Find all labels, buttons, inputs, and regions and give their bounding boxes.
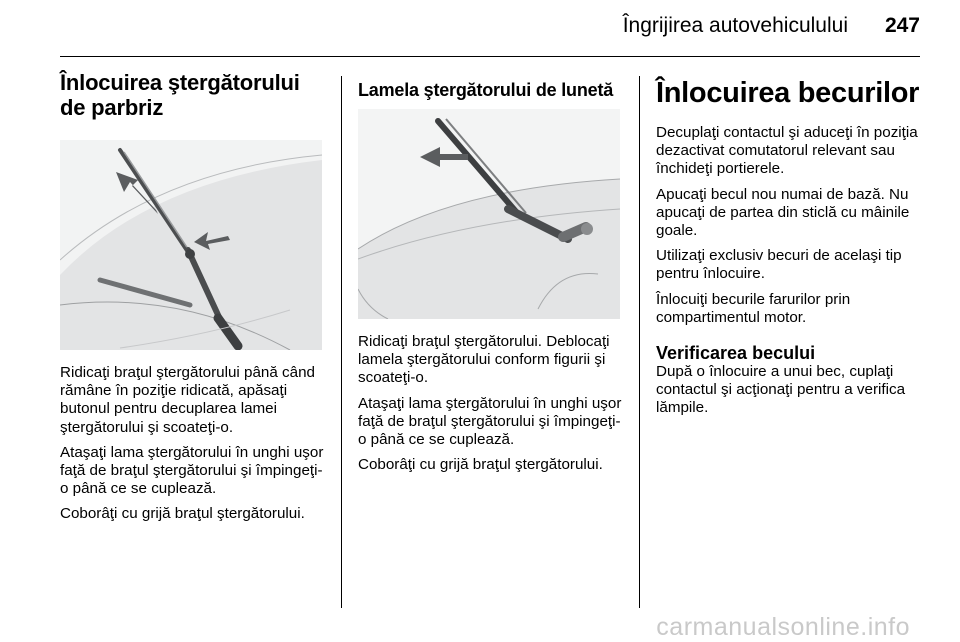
paragraph: Coborâţi cu grijă braţul ştergătorului. <box>60 505 305 523</box>
column-windscreen-wiper <box>60 70 328 531</box>
subsection-heading-bulb-check: Verificarea becului <box>656 343 816 364</box>
watermark: carmanualsonline.info <box>656 613 910 641</box>
header-rule <box>60 56 920 57</box>
section-heading-windscreen-wiper: Înlocuirea ştergătorului de parbriz <box>60 70 300 120</box>
windscreen-wiper-text <box>60 364 328 524</box>
rear-wiper-drawing <box>358 109 620 319</box>
paragraph: Ataşaţi lama ştergătorului în unghi uşor faţă de braţul ştergătorului şi împingeţi-o până ce se cuplează. <box>60 443 324 498</box>
paragraph: Utilizaţi exclusiv becuri de acelaşi tip pentru înlocuire. <box>656 247 902 283</box>
section-heading-bulb-replacement: Înlocuirea becurilor <box>656 77 920 109</box>
page-header <box>60 0 920 64</box>
column-rear-wiper <box>358 70 624 481</box>
paragraph: Decuplaţi contactul şi aduceţi în poziţia dezactivat comutatorul relevant sau închideţi portierele. <box>656 124 918 178</box>
column-divider-right <box>639 76 640 608</box>
rear-wiper-illustration <box>358 109 620 319</box>
windscreen-wiper-illustration <box>60 140 322 350</box>
bulb-check-text <box>656 363 922 418</box>
paragraph: Ataşaţi lama ştergătorului în unghi uşor faţă de braţul ştergătorului şi împingeţi-o până ce se cuplează. <box>358 394 622 449</box>
column-bulb-replacement <box>656 70 922 418</box>
paragraph: După o înlocuire a unui bec, cuplaţi contactul şi acţionaţi pentru a verifica lămpile. <box>656 363 906 417</box>
chapter-title: Îngrijirea autovehiculului <box>622 14 848 37</box>
windscreen-wiper-drawing <box>60 140 322 350</box>
paragraph: Apucaţi becul nou numai de bază. Nu apucaţi de partea din sticlă cu mâinile goale. <box>656 185 910 240</box>
bulb-replacement-text <box>656 124 922 327</box>
paragraph: Înlocuiţi becurile farurilor prin compartimentul motor. <box>656 290 851 326</box>
paragraph: Ridicaţi braţul ştergătorului până când rămâne în poziţie ridicată, apăsaţi butonul pentru decuplarea lamei ştergătorului şi scoateţi-o. <box>60 364 315 436</box>
rear-wiper-text <box>358 333 624 474</box>
section-heading-rear-wiper: Lamela ştergătorului de lunetă <box>358 80 614 100</box>
page-number: 247 <box>884 14 920 37</box>
column-divider-left <box>341 76 342 608</box>
paragraph: Coborâţi cu grijă braţul ştergătorului. <box>358 456 603 474</box>
paragraph: Ridicaţi braţul ştergătorului. Deblocaţi lamela ştergătorului conform figurii şi scoateţi-o. <box>358 333 610 387</box>
